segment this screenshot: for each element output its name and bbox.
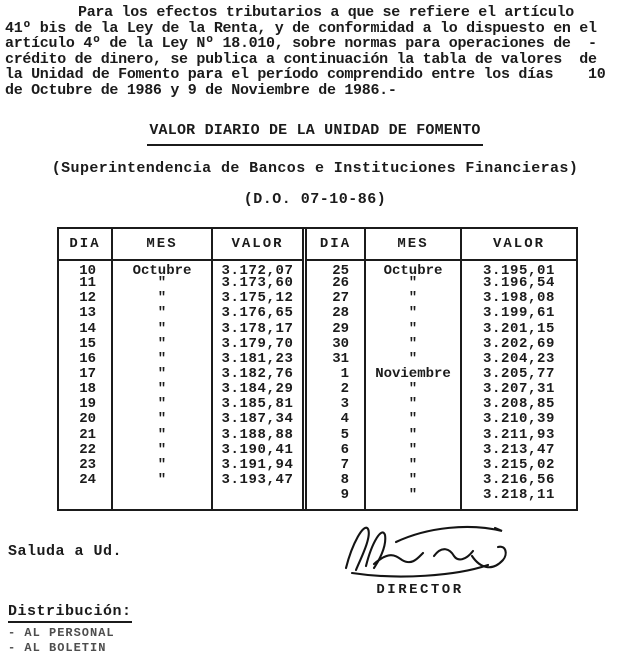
mes-cell: " xyxy=(111,322,211,337)
filler-cell xyxy=(111,488,211,509)
valor-cell: 3.207,31 xyxy=(460,382,576,397)
distribution-item: - AL PERSONAL xyxy=(8,626,115,640)
dia-cell: 3 xyxy=(340,396,349,413)
mes-cell: " xyxy=(111,367,211,382)
mes-cell: " xyxy=(111,352,211,367)
valor-cell: 3.184,29 xyxy=(211,382,302,397)
dia-cell: 1 xyxy=(340,365,349,382)
mes-cell: " xyxy=(111,397,211,412)
mes-cell: " xyxy=(364,337,460,352)
intro-line: Para los efectos tributarios a que se refiere el artículo xyxy=(78,4,574,21)
valor-cell: 3.202,69 xyxy=(460,337,576,352)
table-right-panel xyxy=(302,229,576,509)
mes-cell: " xyxy=(111,458,211,473)
page-title: VALOR DIARIO DE LA UNIDAD DE FOMENTO xyxy=(147,122,482,146)
mes-cell: " xyxy=(111,443,211,458)
signature-role: DIRECTOR xyxy=(376,582,464,598)
dia-cell: 19 xyxy=(79,396,96,413)
filler-cell xyxy=(364,503,460,509)
column-header-valor: VALOR xyxy=(211,229,302,261)
mes-cell: " xyxy=(364,488,460,503)
valor-cell: 3.175,12 xyxy=(211,291,302,306)
intro-line: artículo 4º de la Ley Nº 18.010, sobre normas para operaciones de - xyxy=(5,35,597,52)
valor-cell: 3.208,85 xyxy=(460,397,576,412)
mes-cell: " xyxy=(364,473,460,488)
mes-cell: " xyxy=(364,306,460,321)
mes-cell: " xyxy=(364,428,460,443)
gazette-block xyxy=(0,190,630,208)
valor-cell: 3.190,41 xyxy=(211,443,302,458)
dia-cell: 21 xyxy=(79,426,96,443)
intro-line: 41º bis de la Ley de la Renta, y de conformidad a lo dispuesto en el xyxy=(5,19,597,37)
dia-cell: 17 xyxy=(79,365,96,382)
dia-cell: 18 xyxy=(79,381,96,398)
dia-cell: 2 xyxy=(340,381,349,398)
gazette-reference: (D.O. 07-10-86) xyxy=(243,191,387,208)
mes-cell: " xyxy=(364,458,460,473)
valor-cell: 3.193,47 xyxy=(211,473,302,488)
valor-cell: 3.182,76 xyxy=(211,367,302,382)
subtitle-block xyxy=(0,159,630,177)
mes-cell: Octubre xyxy=(111,261,211,276)
dia-cell: 6 xyxy=(340,441,349,458)
valor-cell: 3.185,81 xyxy=(211,397,302,412)
mes-cell: Octubre xyxy=(364,261,460,276)
valor-cell: 3.218,11 xyxy=(460,488,576,503)
subtitle: (Superintendencia de Bancos e Instituciones Financieras) xyxy=(51,160,579,177)
dia-cell: 30 xyxy=(332,335,349,352)
table-left-panel xyxy=(59,229,302,509)
signature-role-block xyxy=(345,580,495,598)
dia-cell: 9 xyxy=(340,487,349,504)
mes-cell: " xyxy=(111,428,211,443)
column-header-valor: VALOR xyxy=(460,229,576,261)
valor-cell: 3.188,88 xyxy=(211,428,302,443)
valor-cell: 3.195,01 xyxy=(460,261,576,276)
mes-cell: " xyxy=(364,397,460,412)
valor-cell: 3.215,02 xyxy=(460,458,576,473)
distribution-section xyxy=(8,602,132,653)
filler-cell xyxy=(307,503,364,509)
valor-cell: 3.205,77 xyxy=(460,367,576,382)
valor-cell: 3.181,23 xyxy=(211,352,302,367)
dia-cell: 13 xyxy=(79,305,96,322)
dia-cell: 5 xyxy=(340,426,349,443)
mes-cell: " xyxy=(111,382,211,397)
mes-cell: " xyxy=(111,412,211,427)
valor-cell: 3.196,54 xyxy=(460,276,576,291)
valor-cell: 3.204,23 xyxy=(460,352,576,367)
valor-cell: 3.179,70 xyxy=(211,337,302,352)
dia-cell: 10 xyxy=(79,263,96,279)
salutation-text: Saluda a Ud. xyxy=(8,543,123,560)
dia-cell: 16 xyxy=(79,350,96,367)
valor-cell: 3.172,07 xyxy=(211,261,302,276)
valor-cell: 3.198,08 xyxy=(460,291,576,306)
mes-cell: " xyxy=(364,443,460,458)
filler-cell xyxy=(211,488,302,509)
mes-cell: " xyxy=(111,276,211,291)
uf-value-table xyxy=(57,227,578,511)
distribution-item: - AL BOLETIN xyxy=(8,641,107,653)
column-header-dia: DIA xyxy=(59,229,111,261)
dia-cell: 25 xyxy=(332,263,349,279)
dia-cell: 11 xyxy=(79,275,96,292)
mes-cell: " xyxy=(111,291,211,306)
mes-cell: Noviembre xyxy=(364,367,460,382)
dia-cell: 7 xyxy=(340,456,349,473)
dia-cell: 22 xyxy=(79,441,96,458)
valor-cell: 3.216,56 xyxy=(460,473,576,488)
mes-cell: " xyxy=(364,382,460,397)
mes-cell: " xyxy=(364,412,460,427)
distribution-heading: Distribución: xyxy=(8,603,132,623)
mes-cell: " xyxy=(111,306,211,321)
dia-cell: 24 xyxy=(79,471,96,488)
valor-cell: 3.187,34 xyxy=(211,412,302,427)
dia-cell: 8 xyxy=(340,471,349,488)
mes-cell: " xyxy=(364,322,460,337)
column-header-mes: MES xyxy=(364,229,460,261)
title-block xyxy=(0,121,630,146)
valor-cell: 3.173,60 xyxy=(211,276,302,291)
intro-line: crédito de dinero, se publica a continuación la tabla de valores de xyxy=(5,50,597,68)
valor-cell: 3.213,47 xyxy=(460,443,576,458)
dia-cell: 14 xyxy=(79,320,96,337)
valor-cell: 3.201,15 xyxy=(460,322,576,337)
dia-cell: 23 xyxy=(79,456,96,473)
valor-cell: 3.178,17 xyxy=(211,322,302,337)
intro-paragraph xyxy=(5,5,627,98)
dia-cell: 20 xyxy=(79,411,96,428)
mes-cell: " xyxy=(364,276,460,291)
column-header-dia: DIA xyxy=(307,229,364,261)
dia-cell: 4 xyxy=(340,411,349,428)
filler-cell xyxy=(59,488,111,509)
dia-cell: 27 xyxy=(332,290,349,307)
dia-cell: 15 xyxy=(79,335,96,352)
mes-cell: " xyxy=(111,337,211,352)
intro-line: la Unidad de Fomento para el período comprendido entre los días 10 xyxy=(5,66,606,83)
mes-cell: " xyxy=(111,473,211,488)
dia-cell: 29 xyxy=(332,320,349,337)
intro-line: de Octubre de 1986 y 9 de Noviembre de 1986.- xyxy=(5,81,397,99)
valor-cell: 3.210,39 xyxy=(460,412,576,427)
mes-cell: " xyxy=(364,352,460,367)
column-header-mes: MES xyxy=(111,229,211,261)
filler-cell xyxy=(460,503,576,509)
dia-cell: 31 xyxy=(332,350,349,367)
dia-cell: 12 xyxy=(79,290,96,307)
valor-cell: 3.176,65 xyxy=(211,306,302,321)
signature-scribble xyxy=(338,516,518,578)
valor-cell: 3.191,94 xyxy=(211,458,302,473)
valor-cell: 3.211,93 xyxy=(460,428,576,443)
valor-cell: 3.199,61 xyxy=(460,306,576,321)
dia-cell: 28 xyxy=(332,305,349,322)
dia-cell: 26 xyxy=(332,275,349,292)
mes-cell: " xyxy=(364,291,460,306)
